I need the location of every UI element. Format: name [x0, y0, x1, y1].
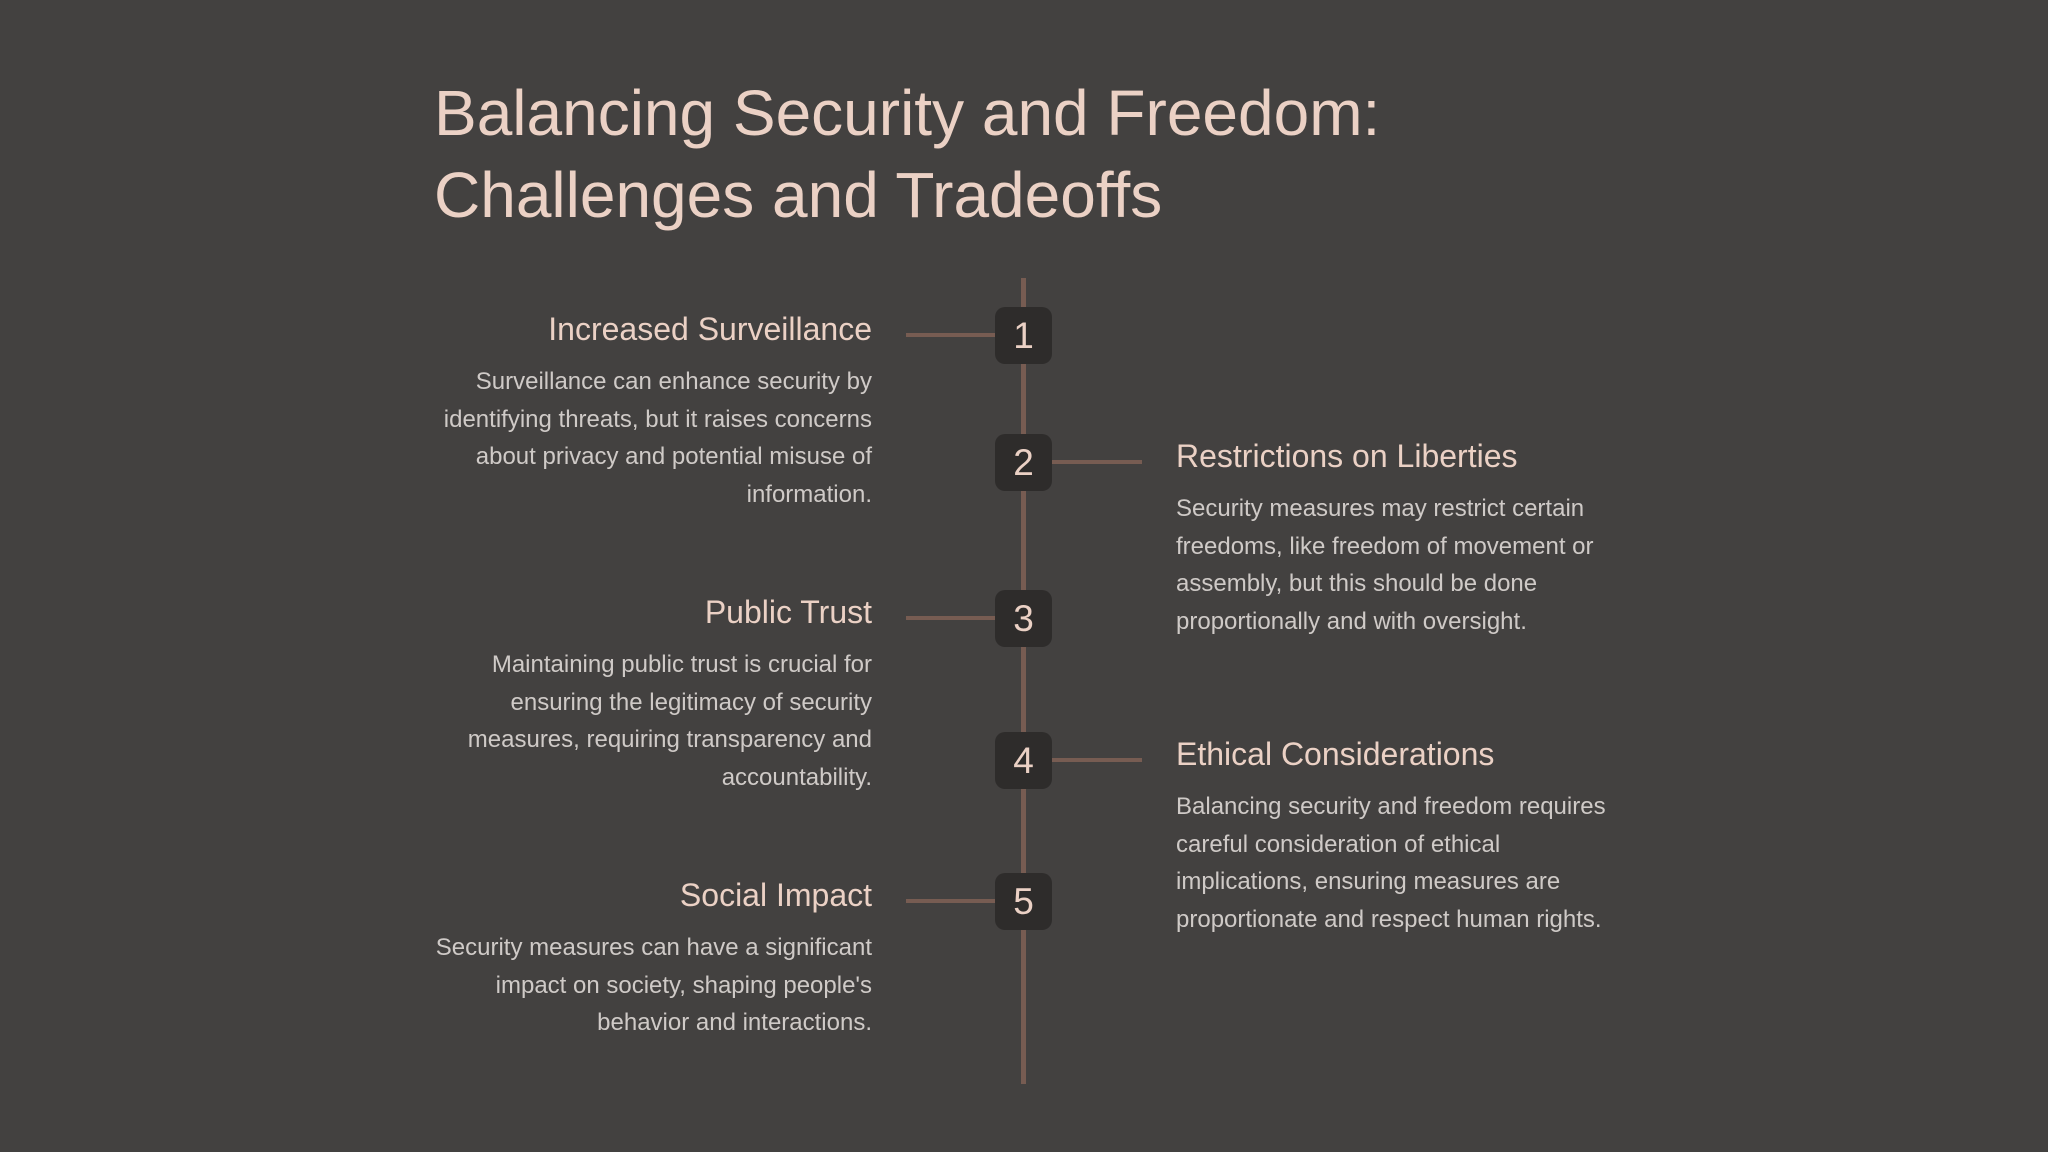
- step-number-4: 4: [995, 732, 1052, 789]
- timeline-item-ethical-considerations: [1176, 734, 1616, 938]
- step-number-1: 1: [995, 307, 1052, 364]
- connector-1: [906, 333, 998, 337]
- timeline-item-public-trust: [432, 592, 872, 796]
- timeline-item-social-impact: [432, 875, 872, 1042]
- item-title: Increased Surveillance: [548, 311, 872, 347]
- timeline-axis: [1021, 278, 1026, 1084]
- item-title: Restrictions on Liberties: [1176, 438, 1518, 474]
- item-description: Surveillance can enhance security by identifying threats, but it raises concerns about privacy and potential misuse of information.: [443, 368, 872, 508]
- page-title: [434, 72, 1534, 236]
- connector-2: [1050, 460, 1142, 464]
- item-description: Security measures can have a significant impact on society, shaping people's behavior and interactions.: [435, 934, 872, 1036]
- step-number-5: 5: [995, 873, 1052, 930]
- connector-4: [1050, 758, 1142, 762]
- title-line-1: Balancing Security and Freedom:: [434, 77, 1381, 149]
- item-title: Ethical Considerations: [1176, 736, 1495, 772]
- title-line-2: Challenges and Tradeoffs: [434, 159, 1163, 231]
- timeline-item-increased-surveillance: [432, 309, 872, 513]
- item-description: Security measures may restrict certain freedoms, like freedom of movement or assembly, but this should be done proportionally and with oversight.: [1176, 495, 1594, 635]
- step-number-3: 3: [995, 590, 1052, 647]
- item-title: Social Impact: [679, 877, 872, 913]
- connector-5: [906, 899, 998, 903]
- step-number-2: 2: [995, 434, 1052, 491]
- item-description: Maintaining public trust is crucial for ensuring the legitimacy of security measures, requiring transparency and accountability.: [467, 651, 872, 791]
- connector-3: [906, 616, 998, 620]
- timeline-item-restrictions-on-liberties: [1176, 436, 1616, 640]
- item-title: Public Trust: [704, 594, 872, 630]
- item-description: Balancing security and freedom requires careful consideration of ethical implications, ensuring measures are proportionate and respect human rights.: [1176, 793, 1606, 933]
